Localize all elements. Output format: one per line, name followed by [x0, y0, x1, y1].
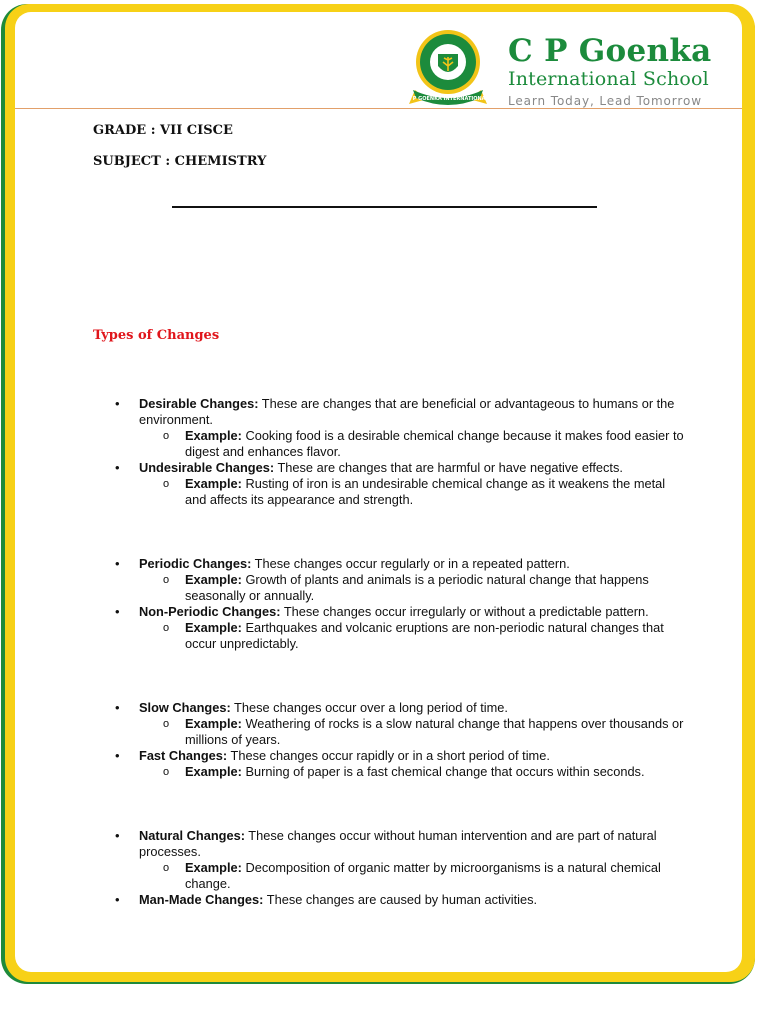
school-name-line1: C P Goenka	[508, 33, 712, 69]
section-title: Types of Changes	[93, 328, 220, 343]
example-item	[109, 860, 687, 892]
example-label: Example:	[185, 620, 242, 635]
example-label: Example:	[185, 716, 242, 731]
example-item	[109, 572, 687, 604]
title-underline	[172, 206, 597, 208]
change-group	[109, 700, 687, 780]
term-description: These changes occur irregularly or without a predictable pattern.	[280, 604, 649, 619]
example-label: Example:	[185, 476, 242, 491]
example-label: Example:	[185, 860, 242, 875]
example-text: Earthquakes and volcanic eruptions are non-periodic natural changes that occur unpredictably.	[185, 620, 664, 651]
example-text: Burning of paper is a fast chemical change that occurs within seconds.	[241, 764, 645, 779]
school-tagline: Learn Today, Lead Tomorrow	[508, 94, 702, 108]
school-name-line2: International School	[508, 68, 709, 90]
example-item	[109, 428, 687, 460]
example-item	[109, 764, 687, 780]
bullet-item	[109, 396, 687, 428]
term-description: These changes occur regularly or in a repeated pattern.	[251, 556, 570, 571]
bullet-item	[109, 892, 687, 908]
seal-text: C P GOENKA INTERNATIONAL	[407, 96, 489, 102]
example-item	[109, 620, 687, 652]
term-description: These are changes that are harmful or have negative effects.	[274, 460, 623, 475]
change-group	[109, 828, 687, 908]
bullet-item	[109, 460, 687, 476]
example-item	[109, 716, 687, 748]
term-description: These are changes that are beneficial or advantageous to humans or the environment.	[139, 396, 675, 427]
bullet-item	[109, 828, 687, 860]
term: Non-Periodic Changes:	[139, 604, 281, 619]
term-description: These changes are caused by human activities.	[263, 892, 538, 907]
subject-label: SUBJECT : CHEMISTRY	[93, 154, 267, 169]
term-description: These changes occur rapidly or in a short period of time.	[227, 748, 550, 763]
term: Fast Changes:	[139, 748, 228, 763]
example-text: Rusting of iron is an undesirable chemical change as it weakens the metal and affects its appearance and strength.	[185, 476, 666, 507]
bullet-item	[109, 748, 687, 764]
school-logo	[405, 26, 725, 108]
example-text: Cooking food is a desirable chemical change because it makes food easier to digest and enhances flavor.	[185, 428, 684, 459]
example-label: Example:	[185, 572, 242, 587]
term: Slow Changes:	[139, 700, 231, 715]
term: Desirable Changes:	[139, 396, 259, 411]
term-description: These changes occur without human intervention and are part of natural processes.	[139, 828, 657, 859]
document-page	[15, 12, 742, 972]
school-name	[508, 34, 712, 90]
example-label: Example:	[185, 428, 242, 443]
term: Periodic Changes:	[139, 556, 252, 571]
term: Man-Made Changes:	[139, 892, 264, 907]
bullet-item	[109, 604, 687, 620]
content-list	[109, 396, 687, 908]
header-divider	[15, 108, 742, 109]
term: Undesirable Changes:	[139, 460, 275, 475]
term-description: These changes occur over a long period of time.	[230, 700, 508, 715]
bullet-item	[109, 700, 687, 716]
example-text: Decomposition of organic matter by microorganisms is a natural chemical change.	[185, 860, 661, 891]
change-group	[109, 396, 687, 508]
example-label: Example:	[185, 764, 242, 779]
example-item	[109, 476, 687, 508]
term: Natural Changes:	[139, 828, 245, 843]
example-text: Growth of plants and animals is a periodic natural change that happens seasonally or annually.	[185, 572, 649, 603]
change-group	[109, 556, 687, 652]
bullet-item	[109, 556, 687, 572]
school-seal-icon	[405, 26, 491, 108]
example-text: Weathering of rocks is a slow natural change that happens over thousands or millions of years.	[185, 716, 684, 747]
grade-label: GRADE : VII CISCE	[93, 123, 233, 138]
